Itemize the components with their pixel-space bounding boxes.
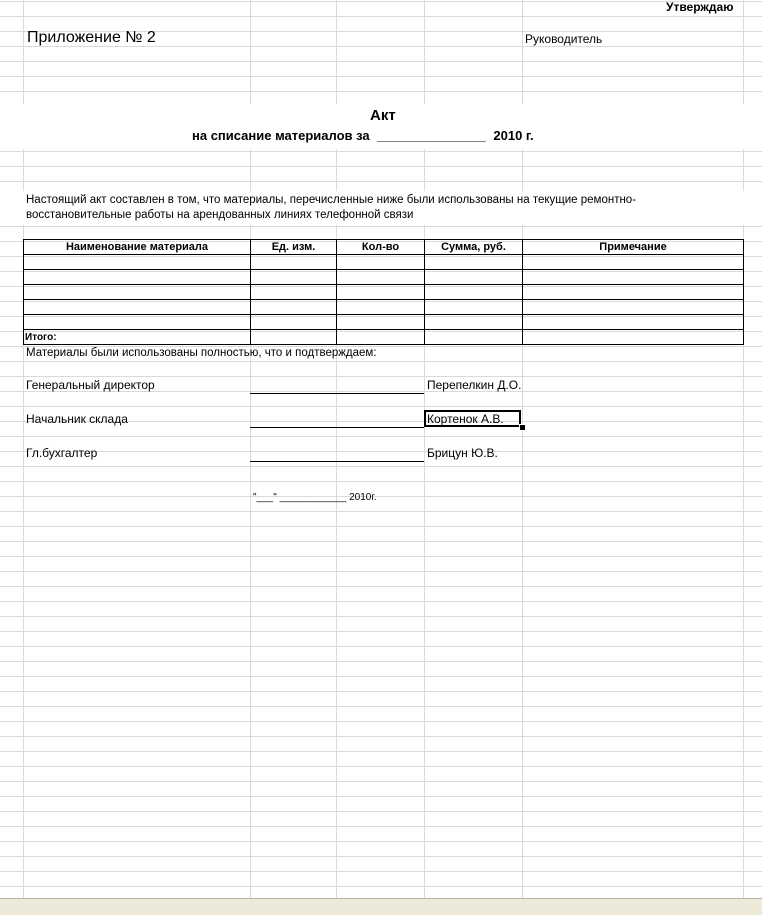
col-header-sum: Сумма, руб. — [441, 241, 506, 253]
fill-handle[interactable] — [519, 424, 526, 431]
table-border — [23, 284, 744, 285]
table-border — [23, 239, 24, 345]
approve-label: Утверждаю — [666, 0, 734, 14]
appendix-title: Приложение № 2 — [27, 29, 156, 46]
signature-name: Брицун Ю.В. — [427, 446, 498, 460]
table-border — [23, 299, 744, 300]
table-border — [23, 254, 744, 255]
signature-line — [250, 461, 424, 462]
col-header-name: Наименование материала — [65, 241, 209, 253]
subtitle-year: 2010 г. — [493, 128, 534, 143]
subtitle-period-blank: _______________ — [377, 128, 486, 143]
subtitle-prefix: на списание материалов за — [192, 128, 370, 143]
confirm-text: Материалы были использованы полностью, что и подтверждаем: — [26, 347, 377, 359]
table-border — [522, 239, 523, 345]
doc-subtitle — [192, 129, 534, 142]
col-header-note: Примечание — [599, 241, 667, 253]
col-header-unit: Ед. изм. — [271, 241, 316, 253]
table-border — [23, 329, 744, 330]
signature-line — [250, 393, 424, 394]
signature-role: Генеральный директор — [26, 378, 155, 392]
intro-line-2: восстановительные работы на арендованных линиях телефонной связи — [26, 209, 414, 221]
intro-line-1: Настоящий акт составлен в том, что материалы, перечисленные ниже были использованы на текущие ремонтно- — [26, 194, 637, 206]
signature-name: Кортенок А.В. — [427, 412, 504, 426]
active-cell-selection[interactable] — [424, 410, 521, 427]
table-border — [23, 344, 744, 345]
col-header-qty: Кол-во — [361, 241, 400, 253]
date-line: "___" ____________ 2010г. — [253, 492, 377, 503]
horizontal-scrollbar[interactable] — [0, 898, 762, 915]
table-border — [23, 269, 744, 270]
doc-title: Акт — [370, 107, 396, 124]
signature-line — [250, 427, 424, 428]
table-border — [250, 239, 251, 345]
signature-role: Гл.бухгалтер — [26, 446, 98, 460]
table-border — [23, 314, 744, 315]
table-border — [743, 239, 744, 345]
head-label: Руководитель — [525, 32, 603, 46]
total-label: Итого: — [25, 332, 57, 343]
table-border — [424, 239, 425, 345]
signature-role: Начальник склада — [26, 412, 128, 426]
signature-name: Перепелкин Д.О. — [427, 378, 522, 392]
table-border — [336, 239, 337, 345]
